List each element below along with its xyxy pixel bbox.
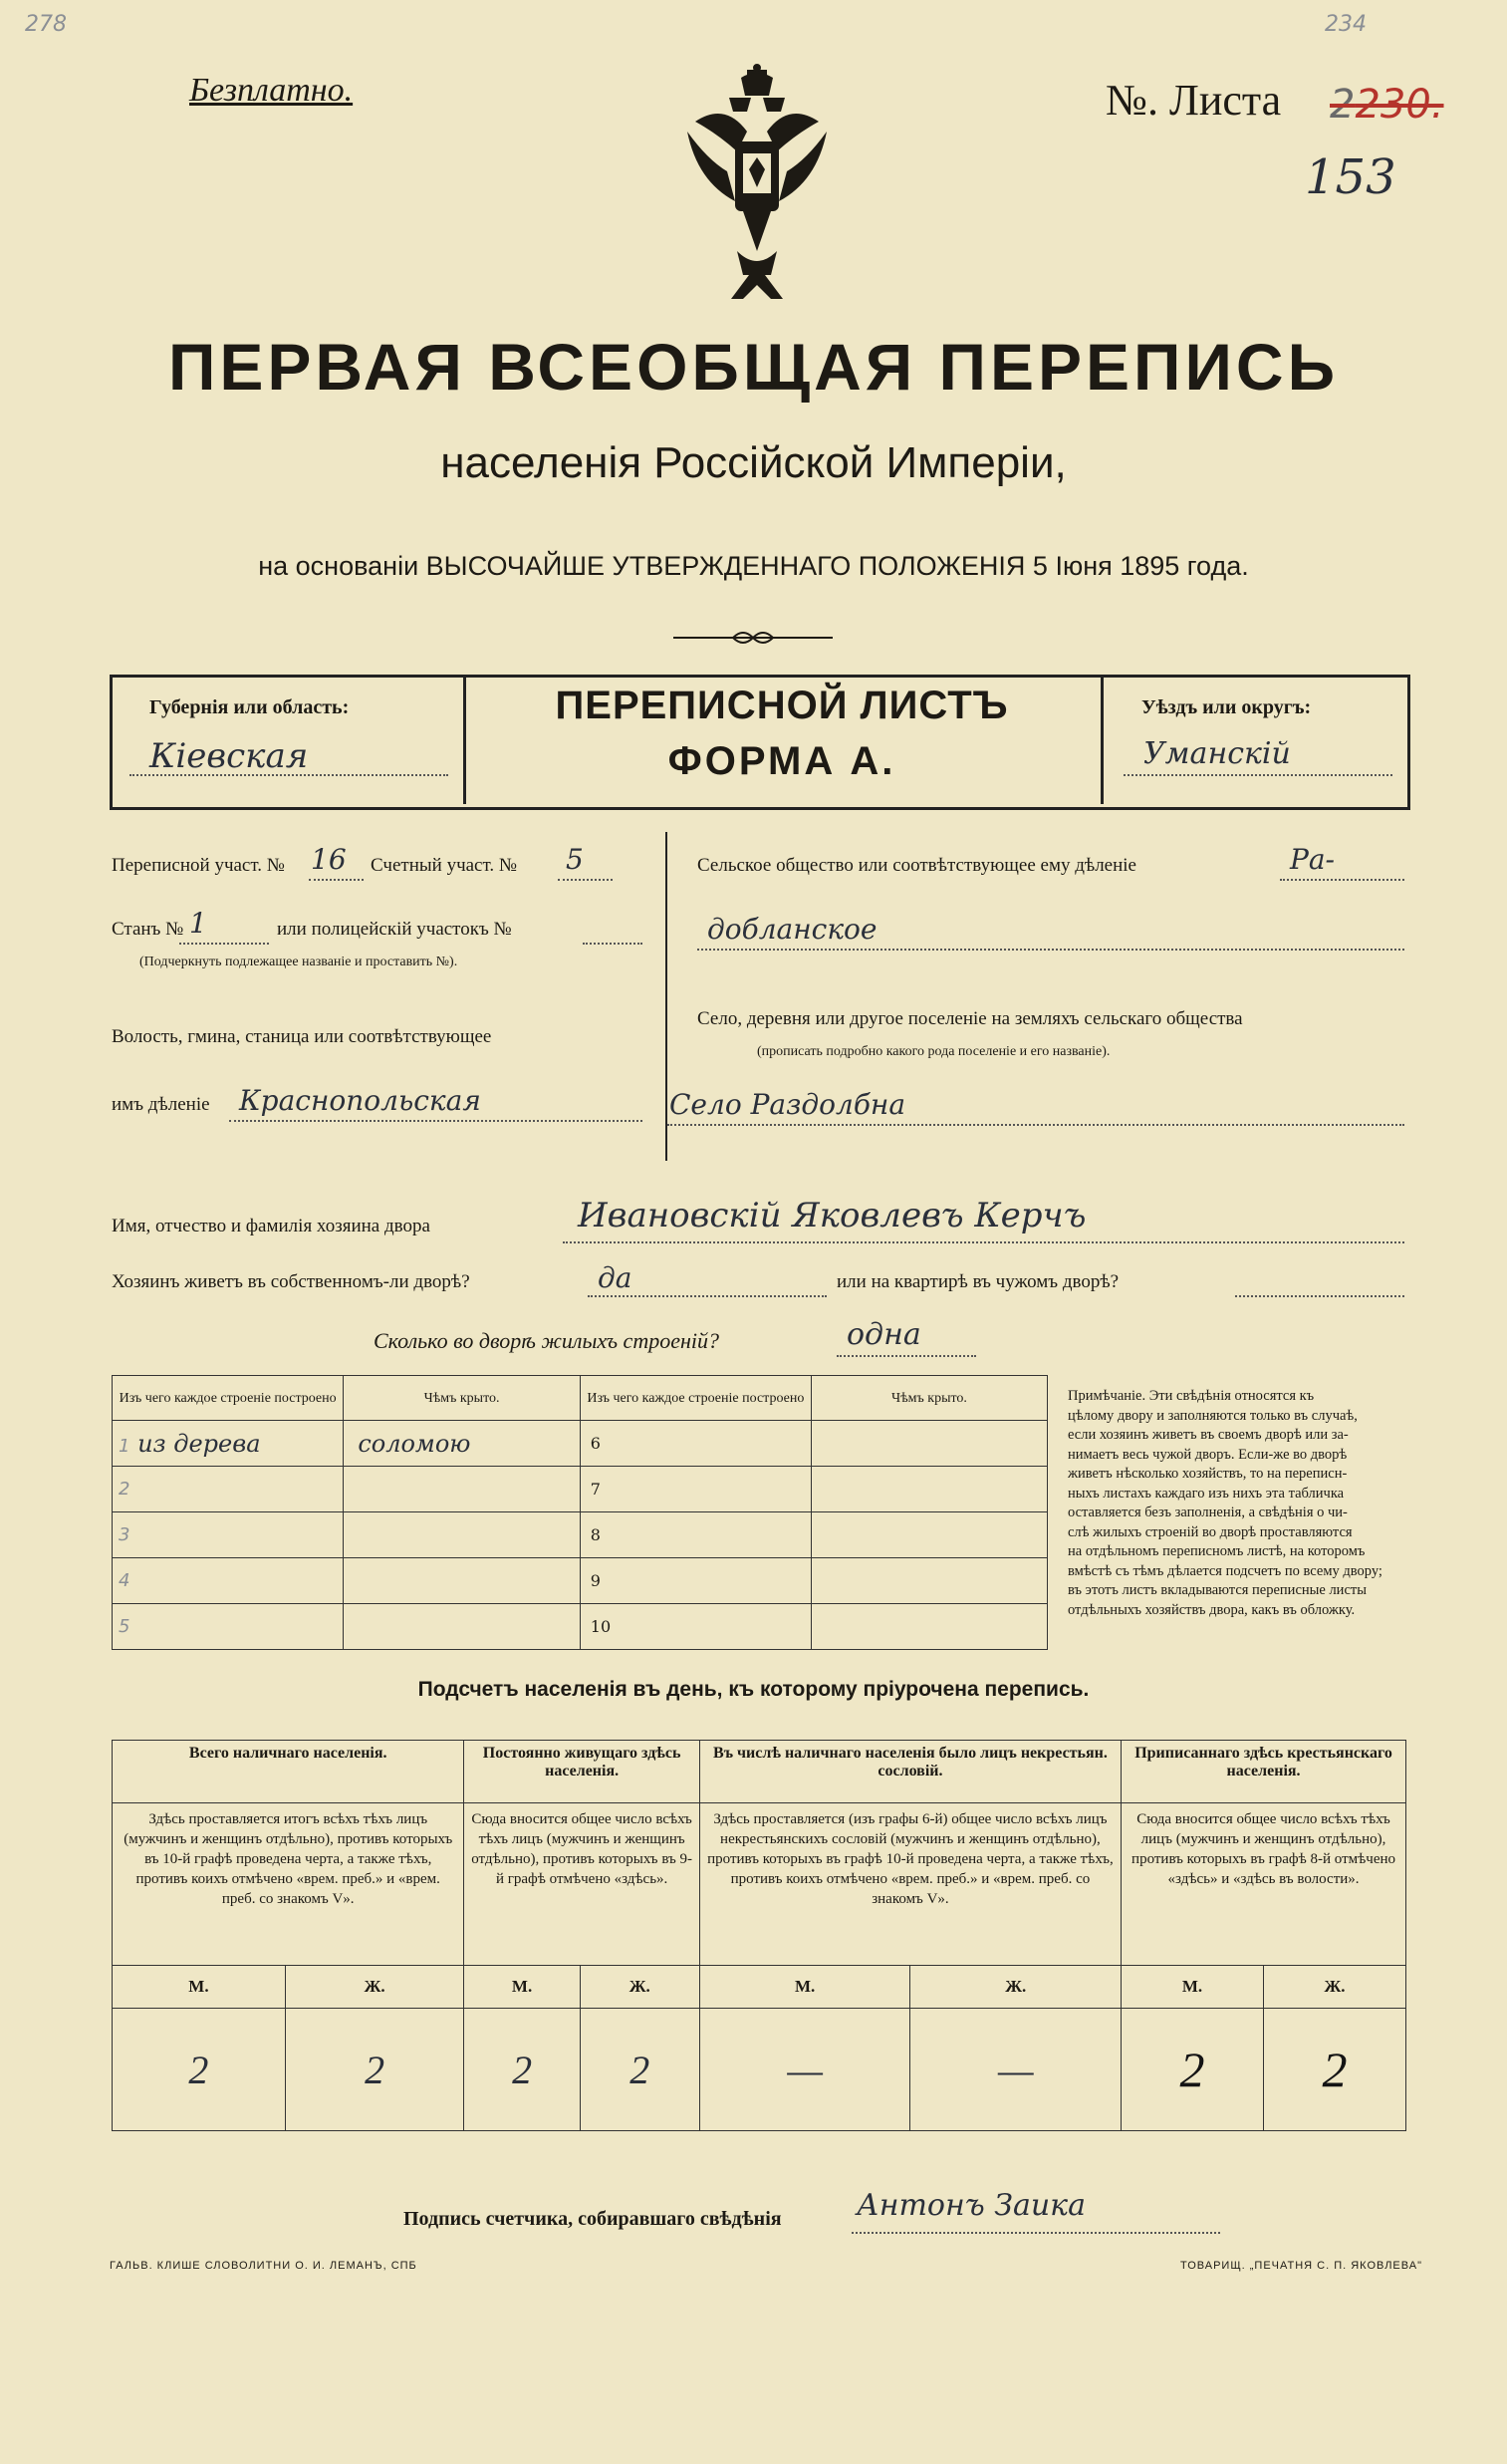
province-value[interactable]: Кіевская xyxy=(149,736,309,776)
province-label: Губернія или область: xyxy=(149,696,350,718)
peasant-male-value[interactable]: 2 xyxy=(1122,2009,1264,2131)
building-cell-right[interactable] xyxy=(580,1558,811,1604)
police-underline xyxy=(583,943,642,945)
buildings-col2-header-left: Чѣмъ крыто. xyxy=(344,1376,580,1421)
signature-value[interactable]: Антонъ Заика xyxy=(857,2188,1086,2223)
building-roof-right[interactable] xyxy=(811,1604,1047,1650)
building-cell-right[interactable] xyxy=(580,1421,811,1467)
counting-area-label: Счетный участ. № xyxy=(371,855,517,876)
district-underline xyxy=(1124,774,1392,776)
row-number: 3 xyxy=(119,1524,130,1545)
building-cell-left[interactable] xyxy=(113,1604,344,1650)
row-number: 5 xyxy=(119,1616,130,1637)
nonpeasant-male-value[interactable]: — xyxy=(699,2009,910,2131)
fields-divider xyxy=(665,832,667,1161)
row-number: 10 xyxy=(590,1617,612,1636)
building-cell-right[interactable] xyxy=(580,1604,811,1650)
volost-value[interactable]: Краснопольская xyxy=(239,1084,481,1117)
population-table xyxy=(112,1740,1406,2131)
counting-area-underline xyxy=(558,879,613,881)
note-line: вмѣстѣ съ тѣмъ дѣлается подсчетъ по всему двору; xyxy=(1068,1562,1382,1579)
pop-col-desc-peasant: Сюда вносится общее число всѣхъ тѣхъ лицъ (мужчинъ и женщинъ отдѣльно), противъ которыхъ въ графѣ 8-й отмѣчено «здѣсь» и «здѣсь въ волости». xyxy=(1122,1803,1406,1966)
male-label: М. xyxy=(699,1966,910,2009)
form-subtitle: ФОРМА А. xyxy=(667,739,896,783)
building-roof[interactable] xyxy=(344,1558,580,1604)
village-label: Село, деревня или другое поселеніе на земляхъ сельскаго общества xyxy=(697,1008,1243,1029)
buildings-col1-header-right: Изъ чего каждое строеніе построено xyxy=(580,1376,811,1421)
note-line: ныхъ листахъ каждаго изъ нихъ эта табличка xyxy=(1068,1485,1345,1502)
table-row xyxy=(113,1558,1048,1604)
community-label: Сельское общество или соотвѣтствующее ему дѣленіе xyxy=(697,855,1136,876)
building-roof[interactable] xyxy=(344,1604,580,1650)
population-heading: Подсчетъ населенія въ день, къ которому пріурочена перепись. xyxy=(417,1678,1090,1701)
row-number: 1 xyxy=(119,1435,130,1457)
census-area-label: Переписной участ. № xyxy=(112,855,285,876)
building-cell-left[interactable] xyxy=(113,1558,344,1604)
sheet-number-red xyxy=(1330,82,1444,128)
footer-imprint-right: ТОВАРИЩ. „ПЕЧАТНЯ С. П. ЯКОВЛЕВА" xyxy=(1180,2260,1422,2272)
province-underline xyxy=(129,774,448,776)
pop-col-desc-nonpeasant: Здѣсь проставляется (изъ графы 6-й) общее число всѣхъ лицъ некрестьянскихъ сословій (мужчинъ и женщинъ отдѣльно), противъ которыхъ въ графѣ 10-й проведена черта, а также тѣхъ, противъ коихъ отмѣчено «врем. преб.» и «врем. преб. со знакомъ V». xyxy=(699,1803,1121,1966)
volost-label-1: Волость, гмина, станица или соотвѣтствующее xyxy=(112,1026,492,1047)
province-cell xyxy=(110,675,466,804)
sheet-number-handwritten: 153 xyxy=(1305,149,1396,205)
building-roof[interactable]: соломою xyxy=(344,1421,580,1467)
male-label: М. xyxy=(464,1966,580,2009)
buildings-underline xyxy=(837,1355,976,1357)
building-roof-right[interactable] xyxy=(811,1512,1047,1558)
buildings-label: Сколько во дворѣ жилыхъ строеній? xyxy=(374,1328,719,1353)
note-line: въ этотъ листъ вкладываются переписные листы xyxy=(1068,1582,1367,1598)
signature-label: Подпись счетчика, собиравшаго свѣдѣнія xyxy=(403,2208,782,2230)
census-area-underline xyxy=(309,879,364,881)
note-line: живетъ нѣсколько хозяйствъ, то на переписн- xyxy=(1068,1466,1348,1482)
stan-underline xyxy=(179,943,269,945)
police-label: или полицейскій участокъ № xyxy=(277,919,512,940)
table-row xyxy=(113,1604,1048,1650)
note-line: слѣ жилыхъ строеній во дворѣ проставляются xyxy=(1068,1523,1353,1540)
volost-underline xyxy=(229,1120,642,1122)
male-label: М. xyxy=(113,1966,286,2009)
female-label: Ж. xyxy=(1264,1966,1406,2009)
lives-value[interactable]: да xyxy=(598,1261,632,1294)
community-value-1[interactable]: Ра- xyxy=(1290,843,1335,876)
community-underline-2 xyxy=(697,949,1404,951)
building-roof-right[interactable] xyxy=(811,1467,1047,1512)
row-number: 4 xyxy=(119,1570,130,1591)
permanent-female-value[interactable]: 2 xyxy=(580,2009,699,2131)
peasant-female-value[interactable]: 2 xyxy=(1264,2009,1406,2131)
note-line: цѣлому двору и заполняются только въ случаѣ, xyxy=(1068,1407,1358,1424)
pop-col-head-total: Всего наличнаго населенія. xyxy=(113,1741,464,1803)
table-row xyxy=(113,1512,1048,1558)
table-row xyxy=(113,1467,1048,1512)
village-note: (прописать подробно какого рода поселеніе и его названіе). xyxy=(757,1044,1111,1059)
building-roof[interactable] xyxy=(344,1512,580,1558)
row-number: 2 xyxy=(119,1479,130,1500)
owner-value[interactable]: Ивановскій Яковлевъ Керчъ xyxy=(578,1196,1087,1235)
building-roof[interactable] xyxy=(344,1467,580,1512)
stan-label: Станъ № xyxy=(112,919,184,940)
building-cell-right[interactable] xyxy=(580,1467,811,1512)
signature-underline xyxy=(852,2232,1220,2234)
buildings-value[interactable]: одна xyxy=(847,1317,921,1352)
note-line: отдѣльныхъ хозяйствъ двора, какъ въ обложку. xyxy=(1068,1601,1356,1618)
total-male-value[interactable]: 2 xyxy=(113,2009,286,2131)
row-number: 9 xyxy=(590,1571,601,1590)
row-number: 7 xyxy=(590,1480,601,1499)
pencil-archive-number-left: 278 xyxy=(25,12,67,37)
owner-underline xyxy=(563,1241,1404,1243)
district-cell xyxy=(1101,675,1410,804)
note-line: на отдѣльномъ переписномъ листѣ, на которомъ xyxy=(1068,1543,1366,1559)
note-line: нимаетъ весь чужой дворъ. Если-же во дворѣ xyxy=(1068,1446,1348,1463)
note-line: Примѣчаніе. Эти свѣдѣнія относятся къ xyxy=(1068,1388,1315,1404)
footer-imprint-left: ГАЛЬВ. КЛИШЕ СЛОВОЛИТНИ О. И. ЛЕМАНЪ, СПБ xyxy=(110,2260,417,2272)
buildings-col2-header-right: Чѣмъ крыто. xyxy=(811,1376,1047,1421)
community-value-2[interactable]: добланское xyxy=(707,913,878,946)
rent-label: или на квартирѣ въ чужомъ дворѣ? xyxy=(837,1271,1120,1292)
census-area-value[interactable]: 16 xyxy=(311,843,347,876)
building-roof-right[interactable] xyxy=(811,1421,1047,1467)
note-line: если хозяинъ живетъ въ своемъ дворѣ или за- xyxy=(1068,1427,1349,1443)
free-label: Безплатно. xyxy=(189,72,354,109)
pop-col-head-nonpeasant: Въ числѣ наличнаго населенія было лицъ некрестьян. сословій. xyxy=(699,1741,1121,1803)
pop-col-desc-permanent: Сюда вносится общее число всѣхъ тѣхъ лицъ (мужчинъ и женщинъ отдѣльно), противъ которыхъ въ 9-й графѣ отмѣчено «здѣсь». xyxy=(464,1803,699,1966)
nonpeasant-female-value[interactable]: — xyxy=(910,2009,1122,2131)
document-subtitle: населенія Россійской Имперіи, xyxy=(440,438,1067,487)
rent-underline xyxy=(1235,1295,1404,1297)
lives-label: Хозяинъ живетъ въ собственномъ-ли дворѣ? xyxy=(112,1271,470,1292)
male-label: М. xyxy=(1122,1966,1264,2009)
imperial-eagle-icon xyxy=(677,62,837,311)
female-label: Ж. xyxy=(580,1966,699,2009)
counting-area-value[interactable]: 5 xyxy=(566,843,584,876)
permanent-male-value[interactable]: 2 xyxy=(464,2009,580,2131)
district-value[interactable]: Уманскій xyxy=(1143,736,1291,771)
owner-label: Имя, отчество и фамилія хозяина двора xyxy=(112,1216,430,1236)
building-cell-left[interactable] xyxy=(113,1512,344,1558)
pencil-archive-number-right: 234 xyxy=(1325,12,1367,37)
building-roof-right[interactable] xyxy=(811,1558,1047,1604)
district-label: Уѣздъ или округъ: xyxy=(1141,696,1312,718)
note-block xyxy=(1068,1387,1466,1620)
lives-underline xyxy=(588,1295,827,1297)
building-cell-right[interactable] xyxy=(580,1512,811,1558)
building-cell-left[interactable] xyxy=(113,1467,344,1512)
village-underline xyxy=(667,1124,1404,1126)
village-value[interactable]: Село Раздолбна xyxy=(669,1088,906,1121)
female-label: Ж. xyxy=(285,1966,464,2009)
sheet-number-red-value: 230. xyxy=(1355,82,1444,128)
female-label: Ж. xyxy=(910,1966,1122,2009)
community-underline-1 xyxy=(1280,879,1404,881)
table-row xyxy=(113,1421,1048,1467)
buildings-table xyxy=(112,1375,1048,1650)
document-title: ПЕРВАЯ ВСЕОБЩАЯ ПЕРЕПИСЬ xyxy=(167,330,1340,404)
underline-note: (Подчеркнуть подлежащее названіе и проставить №). xyxy=(139,955,458,969)
ornament-divider-icon xyxy=(673,628,833,648)
pop-col-desc-total: Здѣсь проставляется итогъ всѣхъ тѣхъ лицъ (мужчинъ и женщинъ отдѣльно), противъ которыхъ въ 10-й графѣ проведена черта, а также тѣхъ, противъ коихъ отмѣчено «врем. преб.» и «врем. преб. со знакомъ V». xyxy=(113,1803,464,1966)
building-material: из дерева xyxy=(137,1429,261,1458)
volost-label-2: имъ дѣленіе xyxy=(112,1094,210,1115)
row-number: 6 xyxy=(590,1434,601,1453)
sheet-number-old: 2 xyxy=(1330,82,1356,128)
form-title: ПЕРЕПИСНОЙ ЛИСТЪ xyxy=(555,684,1009,727)
note-line: оставляется безъ заполненія, а свѣдѣнія о чи- xyxy=(1068,1505,1348,1520)
row-number: 8 xyxy=(590,1525,601,1544)
pop-col-head-permanent: Постоянно живущаго здѣсь населенія. xyxy=(464,1741,699,1803)
stan-value[interactable]: 1 xyxy=(189,907,207,940)
sheet-number-label: №. Листа xyxy=(1106,76,1282,125)
building-cell-left[interactable] xyxy=(113,1421,344,1467)
legal-basis-line: на основаніи ВЫСОЧАЙШЕ УТВЕРЖДЕННАГО ПОЛОЖЕНІЯ 5 Іюня 1895 года. xyxy=(258,551,1249,581)
pop-col-head-peasant: Приписаннаго здѣсь крестьянскаго населенія. xyxy=(1122,1741,1406,1803)
buildings-col1-header-left: Изъ чего каждое строеніе построено xyxy=(113,1376,344,1421)
total-female-value[interactable]: 2 xyxy=(285,2009,464,2131)
